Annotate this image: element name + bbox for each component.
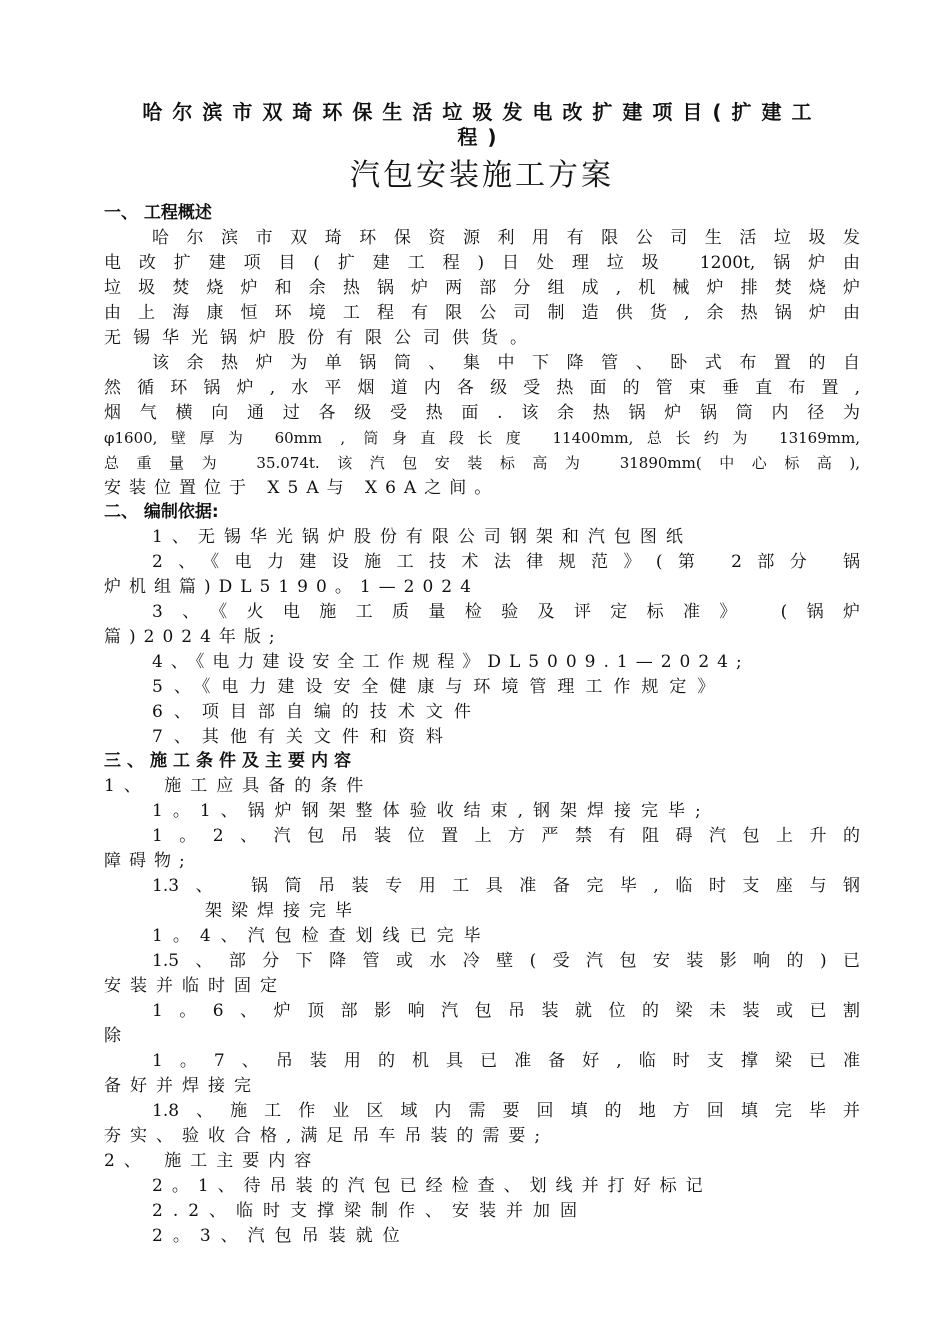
basis-item: 4、《电力建设安全工作规程》DL5009.1—2024; xyxy=(152,652,750,672)
project-title-line1: 哈尔滨市双琦环保生活垃圾发电改扩建项目(扩建工 xyxy=(142,100,822,124)
condition-item: 1.3、 锅筒吊装专用工具准备完毕,临时支座与钢 xyxy=(152,876,860,896)
paragraph-line: 烟气横向通过各级受热面.该余热锅炉锅筒内径为 xyxy=(104,403,860,423)
basis-item: 3、《火电施工质量检验及评定标准》 (锅炉 xyxy=(152,602,860,622)
condition-item-cont: 安装并临时固定 xyxy=(104,976,286,996)
subsection-heading: 2、 施工主要内容 xyxy=(104,1151,321,1171)
condition-item-cont: 架梁焊接完毕 xyxy=(205,901,361,921)
document-main-title: 汽包安装施工方案 xyxy=(350,158,614,193)
basis-item: 5、《电力建设安全健康与环境管理工作规定》 xyxy=(152,677,726,697)
paragraph-line: 哈尔滨市双琦环保资源利用有限公司生活垃圾发 xyxy=(152,228,860,248)
condition-item-cont: 备好并焊接完 xyxy=(104,1076,260,1096)
paragraph-line: 然循环锅炉,水平烟道内各级受热面的管束垂直布置, xyxy=(104,378,860,398)
basis-item: 7、其他有关文件和资料 xyxy=(152,727,454,747)
basis-item-cont: 篇)2024年版; xyxy=(104,627,283,647)
basis-item-cont: 炉机组篇)DL5190。1—2024 xyxy=(104,577,479,597)
condition-item: 1。4、汽包检查划线已完毕 xyxy=(152,926,491,946)
paragraph-line: 该余热炉为单锅筒、集中下降管、卧式布置的自 xyxy=(152,353,860,373)
section-heading-overview: 一、 工程概述 xyxy=(104,203,212,223)
project-title-line2: 程) xyxy=(457,125,507,149)
basis-item: 2、《电力建设施工技术法律规范》(第 2部分 锅 xyxy=(152,552,860,572)
paragraph-line: 电改扩建项目(扩建工程)日处理垃圾 1200t,锅炉由 xyxy=(104,253,860,273)
paragraph-line: 由上海康恒环境工程有限公司制造供货,余热锅炉由 xyxy=(104,303,860,323)
condition-item-cont: 障碍物; xyxy=(104,851,193,871)
condition-item: 1。6、炉顶部影响汽包吊装就位的梁未装或已割 xyxy=(152,1001,860,1021)
section-heading-basis: 二、 编制依据: xyxy=(104,502,219,522)
subsection-heading: 1、 施工应具备的条件 xyxy=(104,776,373,796)
condition-item-cont: 夯实、验收合格,满足吊车吊装的需要; xyxy=(104,1126,550,1146)
condition-item: 1。1、锅炉钢架整体验收结束,钢架焊接完毕; xyxy=(152,801,711,821)
condition-item: 1。7、吊装用的机具已准备好,临时支撑梁已准 xyxy=(152,1051,860,1071)
condition-item: 1.5、部分下降管或水冷壁(受汽包安装影响的)已 xyxy=(152,951,860,971)
basis-item: 6、项目部自编的技术文件 xyxy=(152,702,482,722)
content-item: 2。1、待吊装的汽包已经检查、划线并打好标记 xyxy=(152,1176,712,1196)
content-item: 2。3、汽包吊装就位 xyxy=(152,1226,410,1246)
condition-item: 1。2、汽包吊装位置上方严禁有阻碍汽包上升的 xyxy=(152,826,860,846)
paragraph-line: φ1600,壁厚为 60mm , 筒身直段长度 11400mm,总长约为 13169mm, xyxy=(104,429,860,447)
section-heading-conditions: 三、施工条件及主要内容 xyxy=(104,751,357,771)
paragraph-line: 垃圾焚烧炉和余热锅炉两部分组成,机械炉排焚烧炉 xyxy=(104,278,860,298)
content-item: 2.2、临时支撑梁制作、安装并加固 xyxy=(152,1201,588,1221)
paragraph-line: 无锡华光锅炉股份有限公司供货。 xyxy=(104,328,539,348)
condition-item-cont: 除 xyxy=(104,1026,121,1046)
condition-item: 1.8、施工作业区域内需要回填的地方回填完毕并 xyxy=(152,1101,860,1121)
paragraph-line: 总重量为 35.074t.该汽包安装标高为 31890mm(中心标高), xyxy=(104,454,860,472)
basis-item: 1、无锡华光锅炉股份有限公司钢架和汽包图纸 xyxy=(152,527,692,547)
paragraph-line: 安装位置位于 X5A与 X6A之间。 xyxy=(104,478,500,498)
